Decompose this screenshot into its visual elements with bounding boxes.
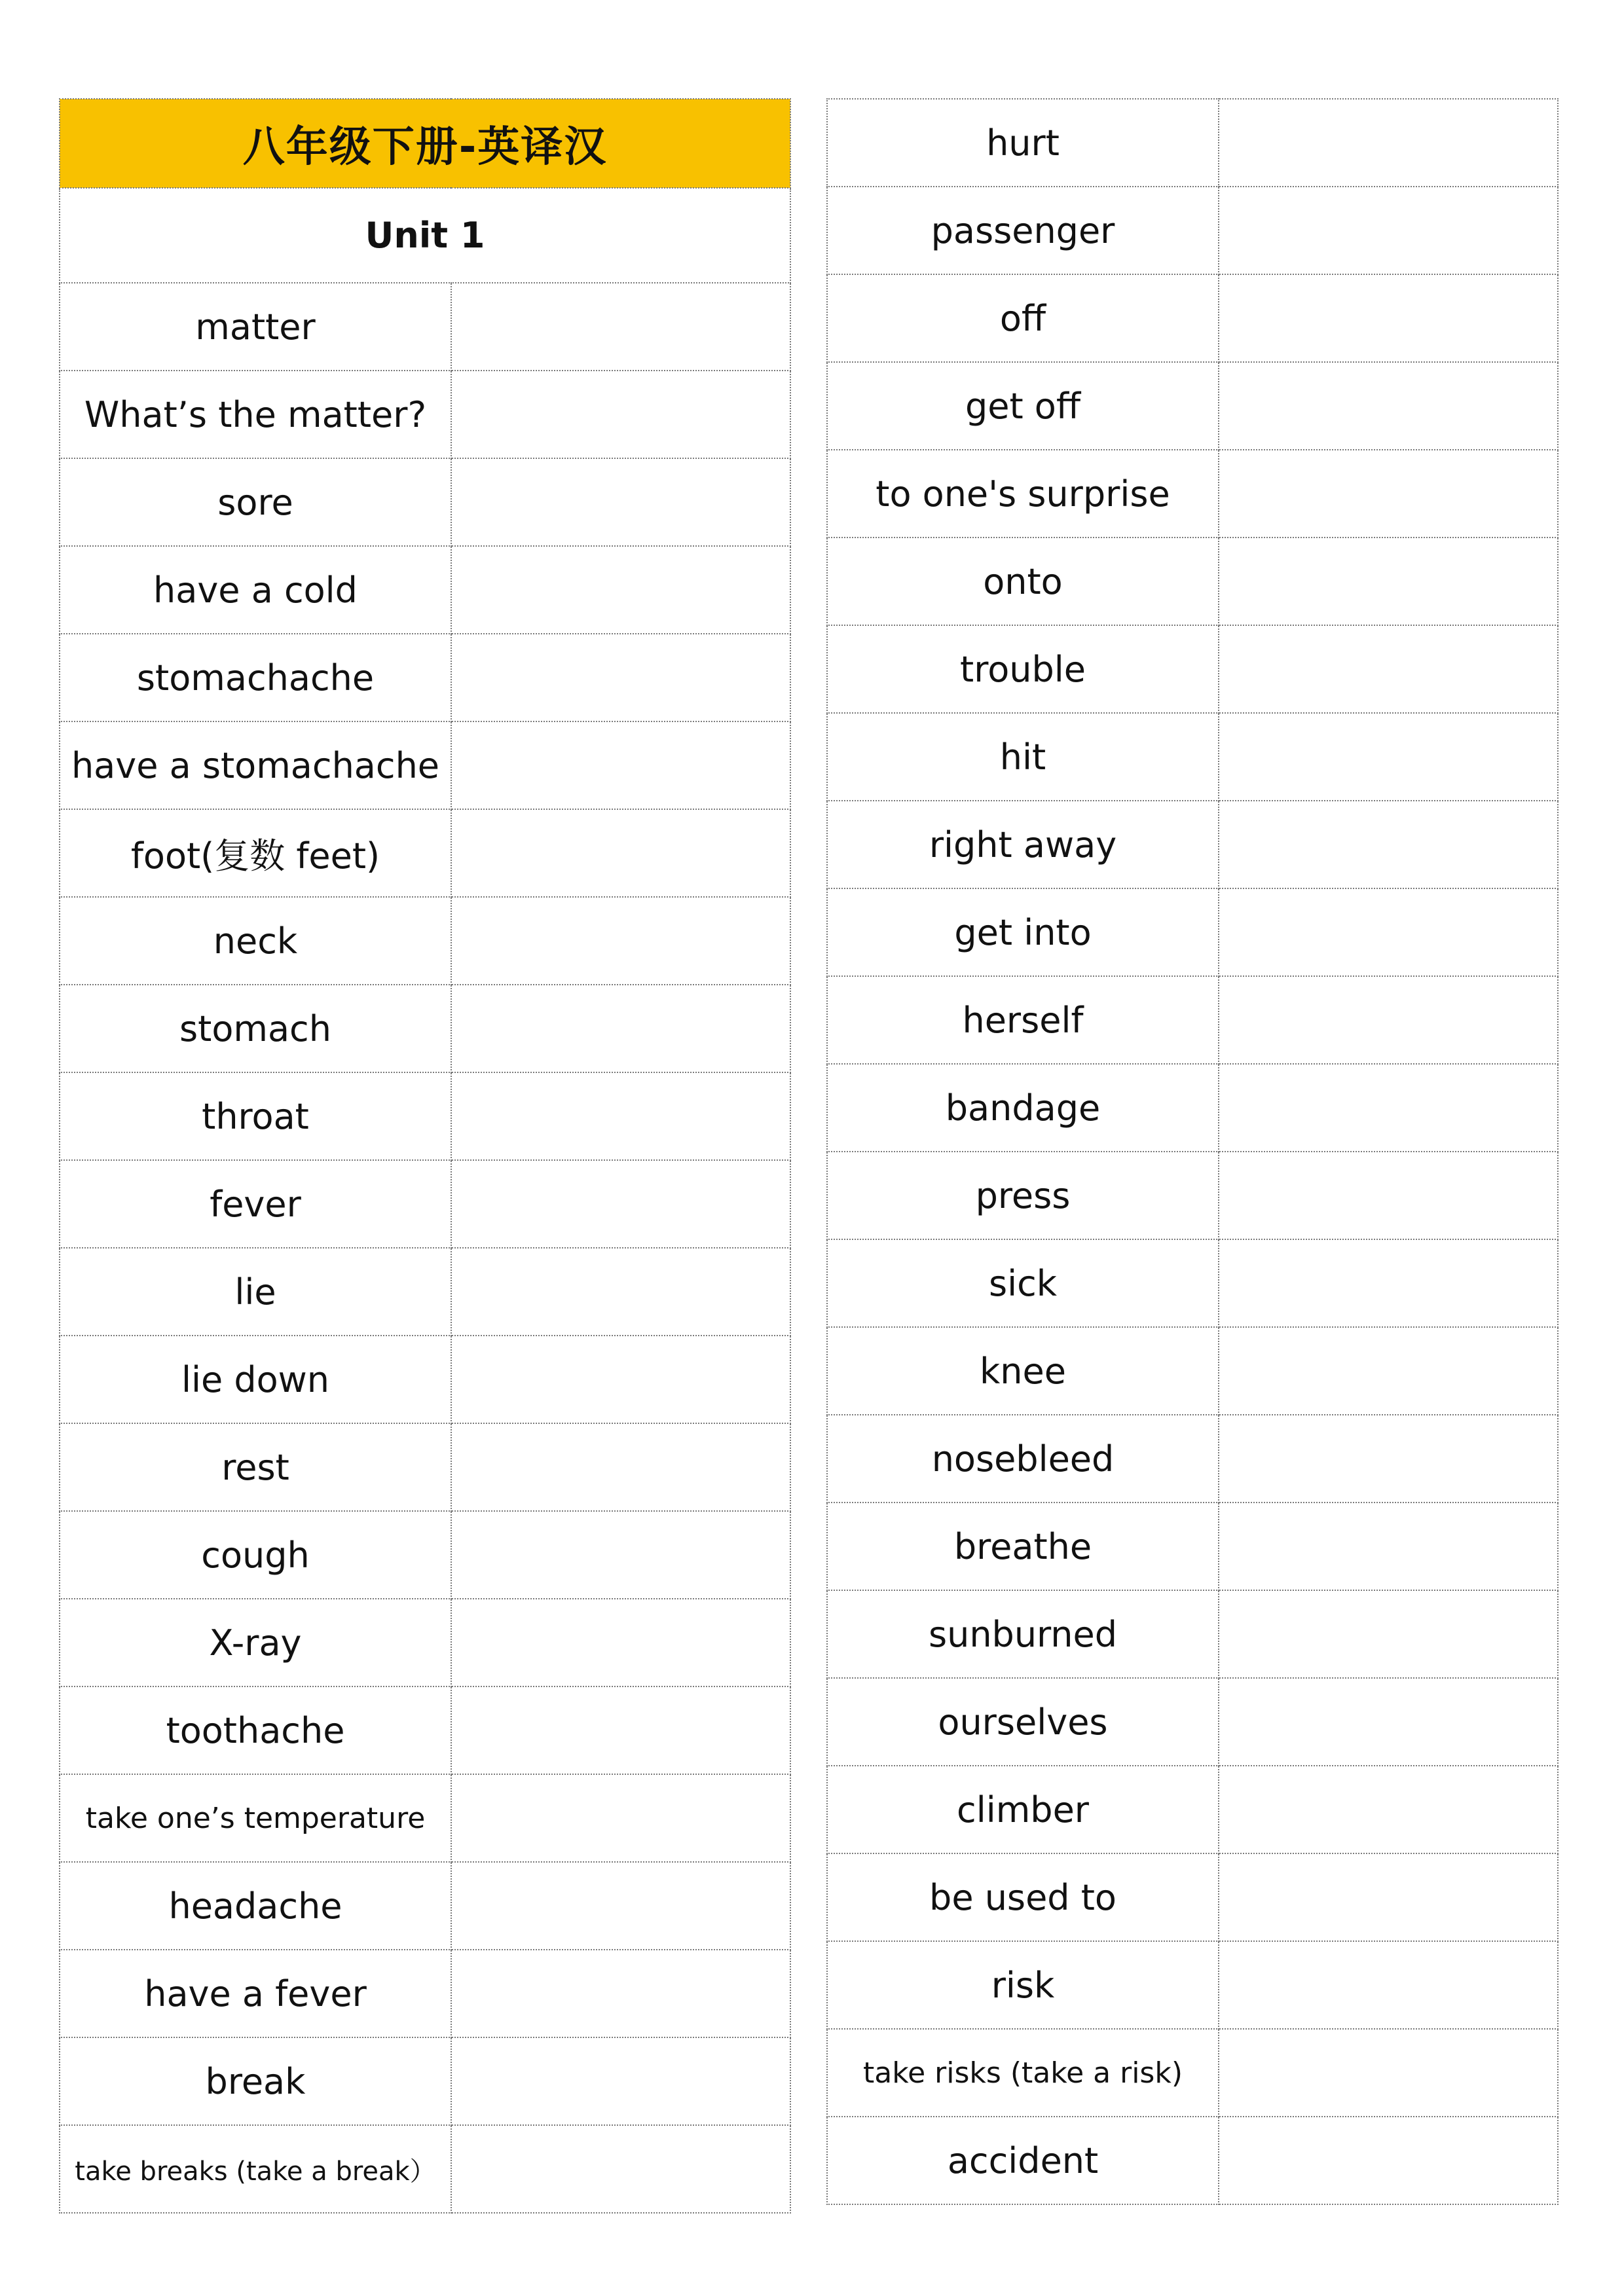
vocab-word: headache — [60, 1862, 451, 1950]
vocab-word: passenger — [827, 187, 1219, 274]
answer-blank[interactable] — [1219, 274, 1558, 362]
answer-blank[interactable] — [451, 1248, 790, 1336]
vocab-word: break — [60, 2037, 451, 2125]
vocab-word: cough — [60, 1511, 451, 1599]
vocab-word: herself — [827, 976, 1219, 1064]
vocab-word: get off — [827, 362, 1219, 450]
vocab-word: hurt — [827, 99, 1219, 187]
table-row — [60, 2037, 790, 2125]
table-row — [827, 625, 1558, 713]
table-row — [60, 897, 790, 985]
answer-blank[interactable] — [451, 1862, 790, 1950]
table-row — [60, 1774, 790, 1862]
table-row — [827, 2117, 1558, 2204]
table-row — [827, 1503, 1558, 1590]
answer-blank[interactable] — [1219, 2117, 1558, 2204]
unit-heading: Unit 1 — [60, 188, 790, 283]
vocab-word: press — [827, 1152, 1219, 1239]
vocab-word: take one’s temperature — [60, 1774, 451, 1862]
vocab-word: throat — [60, 1072, 451, 1160]
table-row — [60, 1686, 790, 1774]
table-row — [60, 1072, 790, 1160]
answer-blank[interactable] — [1219, 1941, 1558, 2029]
vocab-table-left — [59, 98, 791, 2214]
table-row — [827, 99, 1558, 187]
vocab-word: toothache — [60, 1686, 451, 1774]
vocab-word: stomach — [60, 985, 451, 1072]
answer-blank[interactable] — [451, 634, 790, 721]
table-row — [827, 1415, 1558, 1503]
vocab-word: X-ray — [60, 1599, 451, 1686]
vocab-word: right away — [827, 801, 1219, 888]
vocab-word: matter — [60, 283, 451, 371]
answer-blank[interactable] — [451, 1423, 790, 1511]
vocab-word: onto — [827, 538, 1219, 625]
answer-blank[interactable] — [1219, 99, 1558, 187]
vocab-word: knee — [827, 1327, 1219, 1415]
table-row — [60, 2125, 790, 2213]
table-row — [827, 1678, 1558, 1766]
vocab-word: take breaks (take a break） — [60, 2125, 451, 2213]
vocab-word: lie down — [60, 1336, 451, 1423]
vocab-word: hit — [827, 713, 1219, 801]
table-row — [827, 538, 1558, 625]
table-row — [60, 546, 790, 634]
answer-blank[interactable] — [451, 897, 790, 985]
table-row — [827, 1853, 1558, 1941]
table-row — [827, 187, 1558, 274]
answer-blank[interactable] — [451, 1774, 790, 1862]
table-row — [60, 1248, 790, 1336]
vocab-word: sore — [60, 458, 451, 546]
answer-blank[interactable] — [1219, 801, 1558, 888]
answer-blank[interactable] — [1219, 1503, 1558, 1590]
vocab-word: take risks (take a risk) — [827, 2029, 1219, 2117]
table-row — [827, 274, 1558, 362]
answer-blank[interactable] — [451, 985, 790, 1072]
table-row — [827, 2029, 1558, 2117]
table-row — [60, 1599, 790, 1686]
vocab-word: bandage — [827, 1064, 1219, 1152]
table-row — [827, 1327, 1558, 1415]
table-row — [827, 713, 1558, 801]
table-row — [827, 1064, 1558, 1152]
table-row — [827, 1239, 1558, 1327]
vocab-table-right — [826, 98, 1559, 2205]
vocab-word: sunburned — [827, 1590, 1219, 1678]
vocab-word: have a cold — [60, 546, 451, 634]
table-row — [60, 1423, 790, 1511]
vocab-word: What’s the matter? — [60, 371, 451, 458]
vocab-word: climber — [827, 1766, 1219, 1853]
answer-blank[interactable] — [451, 546, 790, 634]
table-row — [827, 450, 1558, 538]
vocab-word: to one's surprise — [827, 450, 1219, 538]
table-row — [827, 976, 1558, 1064]
table-row — [827, 888, 1558, 976]
vocab-word: risk — [827, 1941, 1219, 2029]
table-row — [60, 1336, 790, 1423]
vocab-word: rest — [60, 1423, 451, 1511]
answer-blank[interactable] — [1219, 187, 1558, 274]
table-row — [60, 1950, 790, 2037]
answer-blank[interactable] — [1219, 1327, 1558, 1415]
table-row — [60, 1862, 790, 1950]
vocab-word: off — [827, 274, 1219, 362]
answer-blank[interactable] — [451, 458, 790, 546]
answer-blank[interactable] — [1219, 538, 1558, 625]
answer-blank[interactable] — [1219, 1415, 1558, 1503]
answer-blank[interactable] — [1219, 1853, 1558, 1941]
vocab-word: breathe — [827, 1503, 1219, 1590]
table-row — [60, 809, 790, 897]
answer-blank[interactable] — [1219, 888, 1558, 976]
answer-blank[interactable] — [1219, 976, 1558, 1064]
answer-blank[interactable] — [1219, 1064, 1558, 1152]
vocab-word: lie — [60, 1248, 451, 1336]
page-title: 八年级下册-英译汉 — [60, 99, 790, 188]
answer-blank[interactable] — [1219, 362, 1558, 450]
vocab-word: neck — [60, 897, 451, 985]
answer-blank[interactable] — [1219, 2029, 1558, 2117]
vocab-word: fever — [60, 1160, 451, 1248]
answer-blank[interactable] — [1219, 713, 1558, 801]
vocab-word: nosebleed — [827, 1415, 1219, 1503]
answer-blank[interactable] — [451, 1336, 790, 1423]
vocab-word: have a fever — [60, 1950, 451, 2037]
answer-blank[interactable] — [451, 283, 790, 371]
table-row — [60, 634, 790, 721]
answer-blank[interactable] — [451, 2037, 790, 2125]
table-row — [827, 362, 1558, 450]
table-row — [827, 1941, 1558, 2029]
answer-blank[interactable] — [1219, 1152, 1558, 1239]
answer-blank[interactable] — [1219, 450, 1558, 538]
answer-blank[interactable] — [1219, 1590, 1558, 1678]
answer-blank[interactable] — [451, 2125, 790, 2213]
vocab-word: trouble — [827, 625, 1219, 713]
table-row — [827, 1590, 1558, 1678]
table-row — [60, 1160, 790, 1248]
vocab-word: stomachache — [60, 634, 451, 721]
answer-blank[interactable] — [451, 1599, 790, 1686]
answer-blank[interactable] — [1219, 1239, 1558, 1327]
answer-blank[interactable] — [451, 1160, 790, 1248]
vocab-word: get into — [827, 888, 1219, 976]
table-row — [827, 801, 1558, 888]
vocab-word: foot(复数 feet) — [60, 809, 451, 897]
vocab-word: accident — [827, 2117, 1219, 2204]
table-row — [60, 1511, 790, 1599]
vocab-word: be used to — [827, 1853, 1219, 1941]
answer-blank[interactable] — [451, 371, 790, 458]
table-row — [60, 985, 790, 1072]
vocab-word: ourselves — [827, 1678, 1219, 1766]
table-row — [60, 721, 790, 809]
table-row — [827, 1152, 1558, 1239]
table-row — [60, 458, 790, 546]
vocab-word: have a stomachache — [60, 721, 451, 809]
answer-blank[interactable] — [451, 721, 790, 809]
answer-blank[interactable] — [451, 1686, 790, 1774]
answer-blank[interactable] — [1219, 625, 1558, 713]
answer-blank[interactable] — [1219, 1678, 1558, 1766]
answer-blank[interactable] — [451, 1950, 790, 2037]
answer-blank[interactable] — [451, 1072, 790, 1160]
answer-blank[interactable] — [451, 1511, 790, 1599]
table-row — [60, 371, 790, 458]
table-row — [60, 283, 790, 371]
answer-blank[interactable] — [1219, 1766, 1558, 1853]
vocab-word: sick — [827, 1239, 1219, 1327]
answer-blank[interactable] — [451, 809, 790, 897]
table-row — [827, 1766, 1558, 1853]
